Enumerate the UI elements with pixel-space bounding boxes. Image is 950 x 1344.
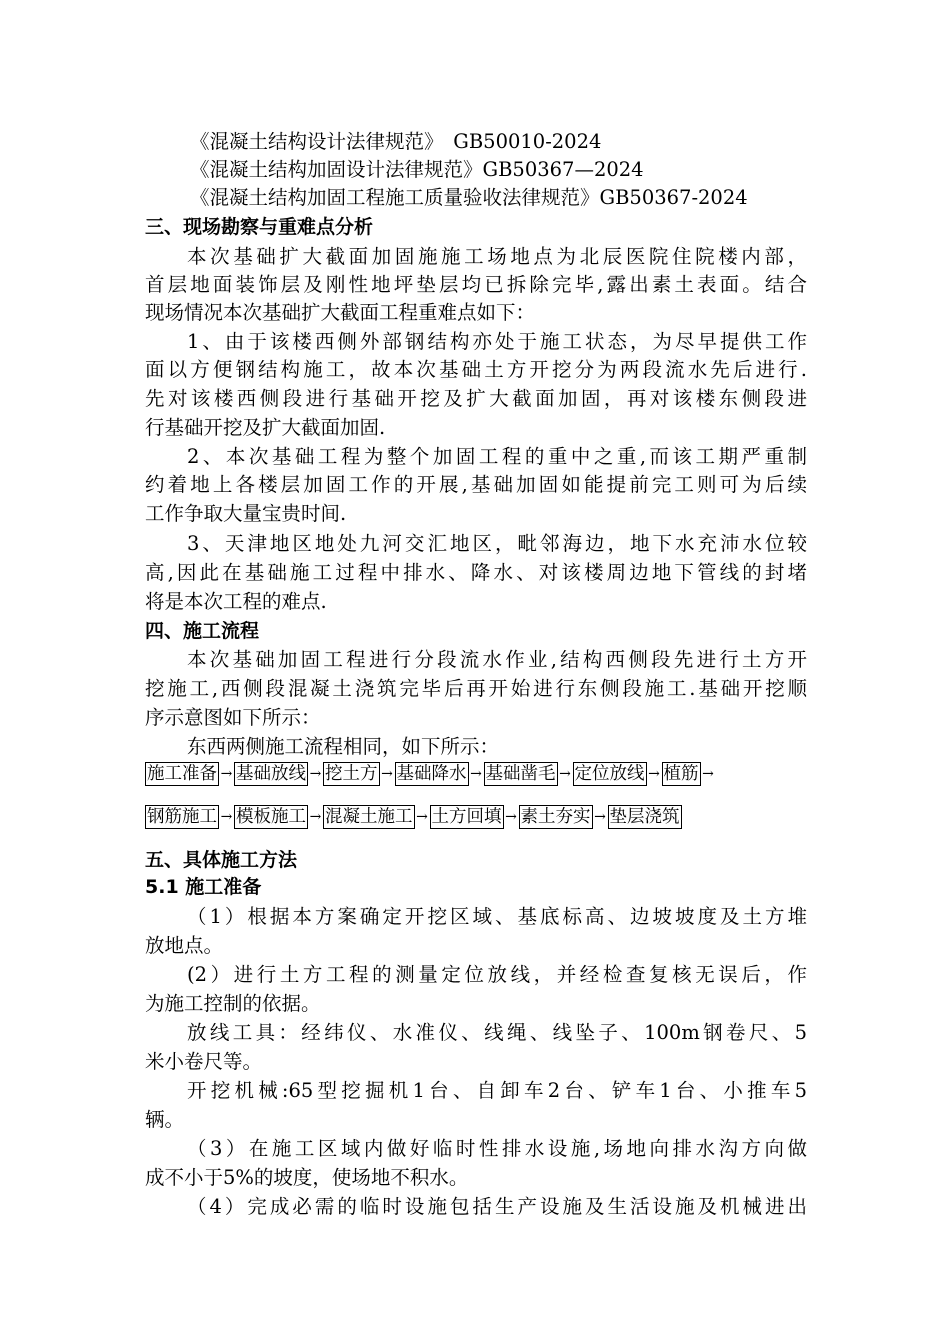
paragraph-line: 首层地面装饰层及刚性地坪垫层均已拆除完毕,露出素土表面。结合 <box>145 273 807 296</box>
paragraph-line: 东西两侧施工流程相同，如下所示： <box>187 735 500 758</box>
flow-arrow-icon: → <box>559 766 571 782</box>
flow-step-box: 模板施工 <box>236 807 306 827</box>
section-heading: 五、具体施工方法 <box>145 849 298 871</box>
paragraph-line: 成不小于5%的坡度，使场地不积水。 <box>145 1166 469 1189</box>
flow-step-box: 垫层浇筑 <box>609 807 680 827</box>
reference-line: 《混凝土结构加固工程施工质量验收法律规范》GB50367-2024 <box>190 186 748 209</box>
reference-line: 《混凝土结构设计法律规范》 GB50010-2024 <box>190 130 602 153</box>
paragraph-line: 开挖机械:65型挖掘机1台、自卸车2台、铲车1台、小推车5 <box>187 1079 807 1102</box>
section-heading: 四、施工流程 <box>145 620 260 642</box>
flow-arrow-icon: → <box>702 766 714 782</box>
paragraph-line: 本次基础扩大截面加固施施工场地点为北辰医院住院楼内部， <box>187 245 807 268</box>
flow-row-2 <box>145 804 810 830</box>
flow-step-box: 基础凿毛 <box>485 764 556 784</box>
paragraph-line: 现场情况本次基础扩大截面工程重难点如下： <box>145 301 536 324</box>
flow-arrow-icon: → <box>416 809 428 825</box>
paragraph-line: 1、由于该楼西侧外部钢结构亦处于施工状态，为尽早提供工作 <box>187 330 807 353</box>
flow-arrow-icon: → <box>220 809 233 825</box>
paragraph-line: 高,因此在基础施工过程中排水、降水、对该楼周边地下管线的封堵 <box>145 561 807 584</box>
flow-step-box: 挖土方 <box>325 764 378 784</box>
flow-arrow-icon: → <box>648 766 660 782</box>
paragraph-line: 放线工具：经纬仪、水准仪、线绳、线坠子、100m钢卷尺、5 <box>187 1021 807 1044</box>
flow-arrow-icon: → <box>505 809 517 825</box>
paragraph-line: （4）完成必需的临时设施包括生产设施及生活设施及机械进出 <box>187 1195 807 1218</box>
paragraph-line: 工作争取大量宝贵时间. <box>145 502 347 525</box>
flow-step-box: 钢筋施工 <box>147 807 217 827</box>
paragraph-line: 挖施工,西侧段混凝土浇筑完毕后再开始进行东侧段施工.基础开挖顺 <box>145 677 807 700</box>
paragraph-line: 约着地上各楼层加固工作的开展,基础加固如能提前完工则可为后续 <box>145 473 807 496</box>
flow-step-box: 基础放线 <box>236 764 306 784</box>
flow-step-box: 土方回填 <box>431 807 502 827</box>
flow-arrow-icon: → <box>381 766 393 782</box>
flow-step-box: 植筋 <box>663 764 699 784</box>
paragraph-line: 2、本次基础工程为整个加固工程的重中之重,而该工期严重制 <box>187 445 807 468</box>
flow-arrow-icon: → <box>594 809 606 825</box>
flow-step-box: 素土夯实 <box>520 807 591 827</box>
reference-line: 《混凝土结构加固设计法律规范》GB50367—2024 <box>190 158 644 181</box>
paragraph-line: 面以方便钢结构施工，故本次基础土方开挖分为两段流水先后进行. <box>145 358 807 381</box>
flow-arrow-icon: → <box>309 809 322 825</box>
paragraph-line: 米小卷尺等。 <box>145 1050 263 1073</box>
paragraph-line: （1）根据本方案确定开挖区域、基底标高、边坡坡度及土方堆 <box>187 905 807 928</box>
sub-heading: 5.1 施工准备 <box>145 876 262 898</box>
paragraph-line: 辆。 <box>145 1108 185 1131</box>
paragraph-line: 放地点。 <box>145 934 224 957</box>
paragraph-line: 序示意图如下所示： <box>145 706 321 729</box>
paragraph-line: (2）进行土方工程的测量定位放线，并经检查复核无误后，作 <box>187 963 807 986</box>
flow-step-box: 基础降水 <box>396 764 467 784</box>
paragraph-line: 本次基础加固工程进行分段流水作业,结构西侧段先进行土方开 <box>187 648 807 671</box>
paragraph-line: 先对该楼西侧段进行基础开挖及扩大截面加固，再对该楼东侧段进 <box>145 387 807 410</box>
flow-step-box: 施工准备 <box>147 764 217 784</box>
paragraph-line: 为施工控制的依据。 <box>145 992 321 1015</box>
paragraph-line: 将是本次工程的难点. <box>145 590 327 613</box>
flow-arrow-icon: → <box>470 766 482 782</box>
paragraph-line: 行基础开挖及扩大截面加固. <box>145 416 386 439</box>
flow-arrow-icon: → <box>220 766 233 782</box>
flow-row-1 <box>145 761 810 787</box>
paragraph-line: 3、天津地区地处九河交汇地区，毗邻海边，地下水充沛水位较 <box>187 532 807 555</box>
flow-step-box: 定位放线 <box>574 764 645 784</box>
flow-step-box: 混凝土施工 <box>325 807 413 827</box>
section-heading: 三、现场勘察与重难点分析 <box>145 216 374 238</box>
flow-arrow-icon: → <box>309 766 322 782</box>
paragraph-line: （3）在施工区域内做好临时性排水设施,场地向排水沟方向做 <box>187 1137 807 1160</box>
